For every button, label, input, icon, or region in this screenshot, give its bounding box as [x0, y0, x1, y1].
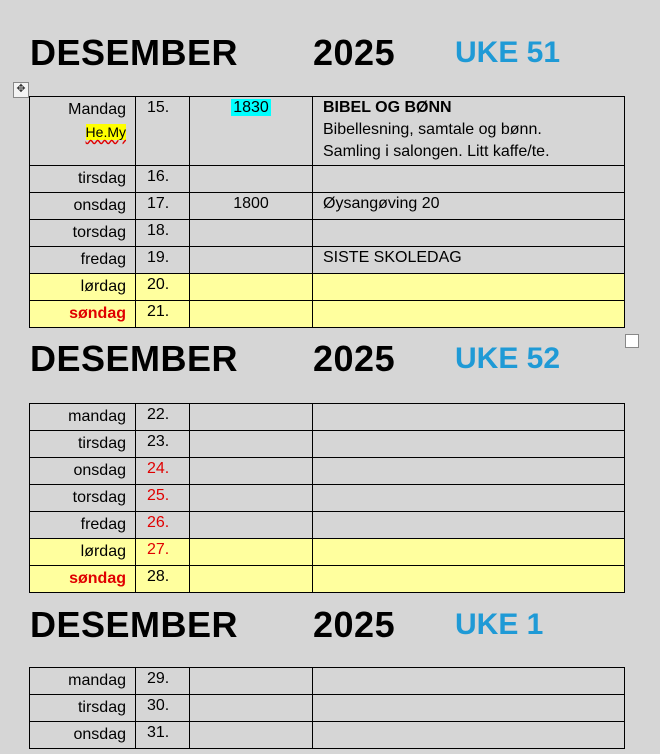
time-highlight: 1830: [233, 99, 269, 116]
table-row: [30, 301, 625, 328]
description-cell[interactable]: [313, 695, 625, 722]
date-cell[interactable]: 31.: [136, 722, 190, 749]
description-cell[interactable]: [313, 512, 625, 539]
day-cell[interactable]: onsdag: [30, 722, 136, 749]
week-number: UKE 51: [455, 36, 561, 69]
table-row: [30, 539, 625, 566]
description-cell[interactable]: [313, 722, 625, 749]
description-cell[interactable]: SISTE SKOLEDAG: [313, 247, 625, 274]
table-row: [30, 220, 625, 247]
time-cell[interactable]: [190, 247, 313, 274]
day-cell[interactable]: tirsdag: [30, 166, 136, 193]
day-cell[interactable]: mandag: [30, 404, 136, 431]
date-cell[interactable]: 21.: [136, 301, 190, 328]
date-cell[interactable]: 18.: [136, 220, 190, 247]
day-cell[interactable]: [30, 97, 136, 166]
table-row: [30, 193, 625, 220]
table-row: [30, 722, 625, 749]
day-cell[interactable]: fredag: [30, 512, 136, 539]
day-cell[interactable]: lørdag: [30, 274, 136, 301]
table-row: [30, 404, 625, 431]
description-cell[interactable]: [313, 220, 625, 247]
initials-tag: He.My: [85, 124, 126, 140]
date-cell[interactable]: 25.: [136, 485, 190, 512]
event-title: BIBEL OG BØNN: [323, 99, 452, 116]
time-cell[interactable]: [190, 668, 313, 695]
table-move-handle-icon[interactable]: ✥: [13, 82, 29, 98]
time-cell[interactable]: [190, 458, 313, 485]
date-cell[interactable]: 28.: [136, 566, 190, 593]
table-row: [30, 247, 625, 274]
description-cell[interactable]: [313, 668, 625, 695]
description-cell[interactable]: [313, 566, 625, 593]
table-row: [30, 97, 625, 166]
time-cell[interactable]: [190, 722, 313, 749]
week-number: UKE 1: [455, 608, 544, 641]
date-cell[interactable]: 15.: [136, 97, 190, 166]
date-cell[interactable]: 19.: [136, 247, 190, 274]
time-cell[interactable]: [190, 97, 313, 166]
time-cell[interactable]: [190, 404, 313, 431]
day-cell[interactable]: mandag: [30, 668, 136, 695]
description-cell[interactable]: [313, 431, 625, 458]
month-title: DESEMBER: [30, 604, 239, 645]
description-cell[interactable]: [313, 458, 625, 485]
week-number: UKE 52: [455, 342, 561, 375]
table-row: [30, 668, 625, 695]
day-cell[interactable]: onsdag: [30, 193, 136, 220]
table-row: [30, 566, 625, 593]
day-cell[interactable]: torsdag: [30, 220, 136, 247]
date-cell[interactable]: 24.: [136, 458, 190, 485]
year-title: 2025: [313, 32, 396, 73]
date-cell[interactable]: 16.: [136, 166, 190, 193]
time-cell[interactable]: [190, 512, 313, 539]
date-cell[interactable]: 27.: [136, 539, 190, 566]
table-row: [30, 431, 625, 458]
month-title: DESEMBER: [30, 338, 239, 379]
date-cell[interactable]: 29.: [136, 668, 190, 695]
time-cell[interactable]: 1800: [190, 193, 313, 220]
description-cell[interactable]: Øysangøving 20: [313, 193, 625, 220]
date-cell[interactable]: 22.: [136, 404, 190, 431]
description-cell[interactable]: [313, 539, 625, 566]
time-cell[interactable]: [190, 166, 313, 193]
description-cell[interactable]: [313, 166, 625, 193]
year-title: 2025: [313, 604, 396, 645]
week1-table: [29, 667, 625, 749]
year-title: 2025: [313, 338, 396, 379]
time-cell[interactable]: [190, 274, 313, 301]
time-cell[interactable]: [190, 566, 313, 593]
section-heading-week1: [0, 604, 660, 654]
time-cell[interactable]: [190, 220, 313, 247]
date-cell[interactable]: 17.: [136, 193, 190, 220]
table-row: [30, 695, 625, 722]
date-cell[interactable]: 20.: [136, 274, 190, 301]
day-cell[interactable]: tirsdag: [30, 695, 136, 722]
week51-table: [29, 96, 625, 328]
section-heading-week52: [0, 338, 660, 388]
day-cell[interactable]: tirsdag: [30, 431, 136, 458]
time-cell[interactable]: [190, 539, 313, 566]
description-cell[interactable]: [313, 97, 625, 166]
time-cell[interactable]: [190, 695, 313, 722]
time-cell[interactable]: [190, 485, 313, 512]
day-cell[interactable]: onsdag: [30, 458, 136, 485]
event-desc-line2: Samling i salongen. Litt kaffe/te.: [323, 143, 550, 160]
section-heading-week51: [0, 32, 660, 82]
month-title: DESEMBER: [30, 32, 239, 73]
day-cell[interactable]: søndag: [30, 301, 136, 328]
day-label: Mandag: [68, 101, 126, 118]
event-desc-line1: Bibellesning, samtale og bønn.: [323, 121, 542, 138]
date-cell[interactable]: 26.: [136, 512, 190, 539]
day-cell[interactable]: fredag: [30, 247, 136, 274]
description-cell[interactable]: [313, 274, 625, 301]
description-cell[interactable]: [313, 485, 625, 512]
table-row: [30, 512, 625, 539]
date-cell[interactable]: 30.: [136, 695, 190, 722]
table-row: [30, 458, 625, 485]
table-row: [30, 166, 625, 193]
date-cell[interactable]: 23.: [136, 431, 190, 458]
week52-table: [29, 403, 625, 593]
time-cell[interactable]: [190, 301, 313, 328]
description-cell[interactable]: [313, 301, 625, 328]
day-cell[interactable]: søndag: [30, 566, 136, 593]
table-row: [30, 274, 625, 301]
description-cell[interactable]: [313, 404, 625, 431]
time-cell[interactable]: [190, 431, 313, 458]
day-cell[interactable]: lørdag: [30, 539, 136, 566]
day-cell[interactable]: torsdag: [30, 485, 136, 512]
table-row: [30, 485, 625, 512]
